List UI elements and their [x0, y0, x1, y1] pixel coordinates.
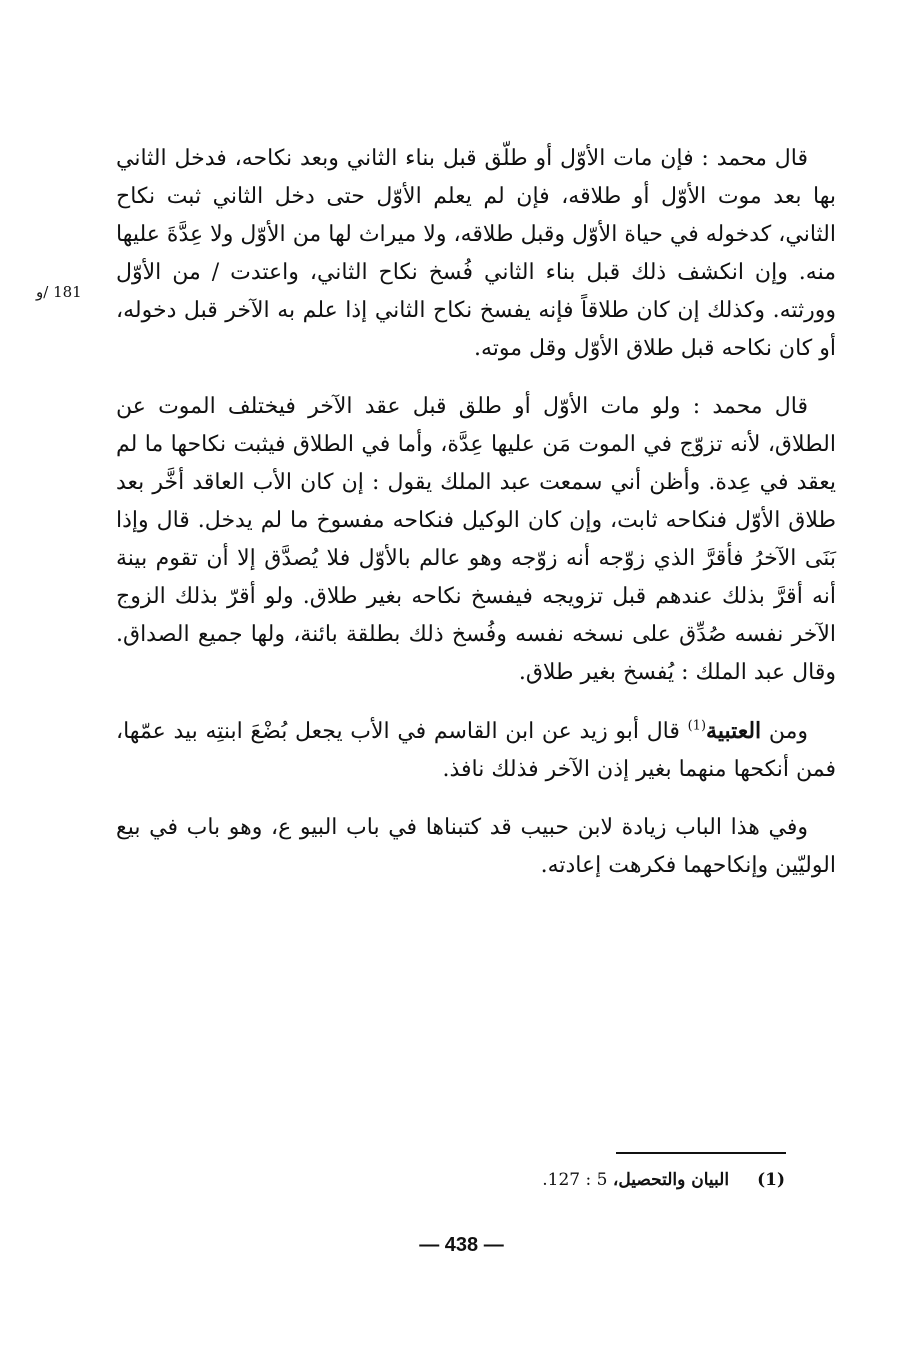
paragraph-4: وفي هذا الباب زيادة لابن حبيب قد كتبناها في باب البيو ع، وهو باب في بيع الوليّين وإنكاحهما فكرهت إعادته.	[116, 815, 836, 878]
footnote-source: البيان والتحصيل،	[612, 1170, 730, 1190]
footnote-number: (1)	[757, 1170, 785, 1190]
paragraph-3-rest: قال أبو زيد عن ابن القاسم في الأب يجعل بُضْعَ ابنتِه بيد عمّها، فمن أنكحها منهما بغير إذن الآخر فذلك نافذ.	[116, 719, 836, 782]
paragraph-1: قال محمد : فإن مات الأوّل أو طلّق قبل بناء الثاني وبعد نكاحه، فدخل الثاني بها بعد موت الأوّل أو طلاقه، فإن لم يعلم الأوّل حتى دخل الثاني ثبت نكاح الثاني، كدخوله في حياة الأوّل وقبل طلاقه، ولا ميراث لها من الأوّل ولا عِدَّةَ عليها منه. وإن انكشف ذلك قبل بناء الثاني فُسخ نكاح الثاني، واعتدت / من الأوّل وورثته. وكذلك إن كان طلاقاً فإنه يفسخ نكاح الثاني إذا علم به الآخر قبل دخوله، أو كان نكاحه قبل طلاق الأوّل وقل موته.	[116, 146, 836, 361]
paragraph-3-bold-term: العتبية	[706, 718, 762, 744]
footnote-reference[interactable]: (1)	[687, 718, 707, 734]
paragraph-2: قال محمد : ولو مات الأوّل أو طلق قبل عقد الآخر فيختلف الموت عن الطلاق، لأنه تزوّج في الموت مَن عليها عِدَّة، وأما في الطلاق فيثبت نكاحها ما لم يعقد في عِدة. وأظن أني سمعت عبد الملك يقول : إن كان الأب العاقد أخَّر بعد طلاق الأوّل فنكاحه ثابت، وإن كان الوكيل فنكاحه مفسوخ ما لم يدخل. قال وإذا بَنَى الآخرُ فأقرَّ الذي زوّجه أنه زوّجه وهو عالم بالأوّل فلا يُصدَّق إلا أن تقوم بينة أنه أقرَّ بذلك عندهم قبل تزويجه فيفسخ نكاحه بغير طلاق. ولو أقرّ بذلك الزوج الآخر نفسه صُدِّق على نسخه نفسه وفُسخ ذلك بطلقة بائنة، ولها جميع الصداق. وقال عبد الملك : يُفسخ بغير طلاق.	[116, 394, 836, 685]
footnote	[542, 1170, 785, 1190]
footnote-citation: 5 : 127.	[542, 1170, 613, 1190]
footnote-divider	[616, 1152, 786, 1154]
paragraph-3	[116, 712, 836, 789]
main-text	[116, 140, 836, 905]
paragraph-3-lead: ومن	[761, 719, 809, 744]
page-number: — 438 —	[419, 1234, 504, 1256]
folio-marginal-note: 181 /و	[36, 283, 82, 301]
